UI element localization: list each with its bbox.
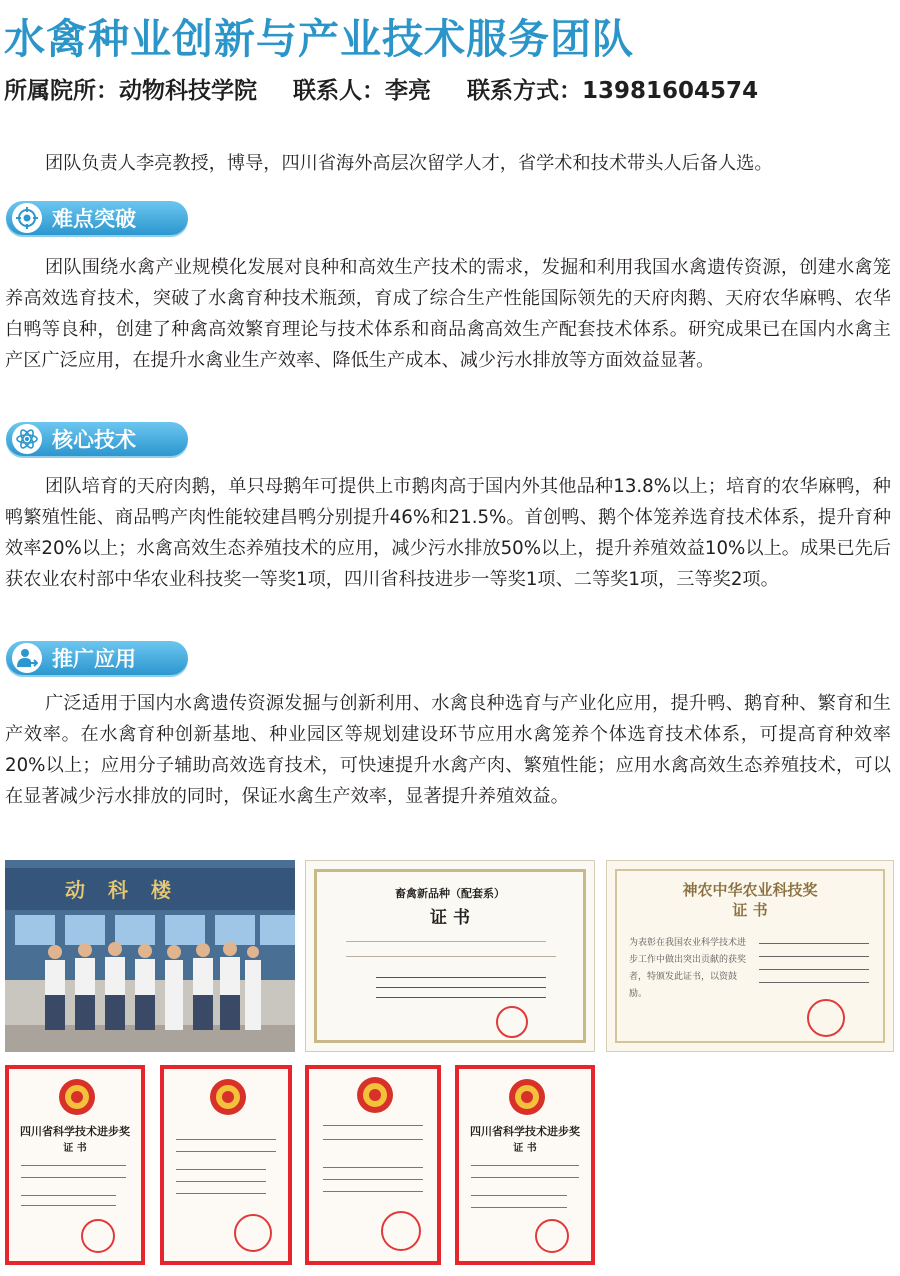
- red-seal-icon: [81, 1219, 115, 1253]
- national-emblem-icon: [355, 1075, 395, 1115]
- breed-certificate-image: [305, 860, 595, 1052]
- red-seal-icon: [535, 1219, 569, 1253]
- section-heading-label: 推广应用: [52, 647, 136, 671]
- building-sign: 动 科 楼: [65, 878, 179, 902]
- red-seal-icon: [234, 1214, 272, 1252]
- red-seal-icon: [381, 1211, 421, 1251]
- breed-certificate-title: 畜禽新品种（配套系）: [395, 887, 505, 900]
- breed-certificate-word: 证 书: [430, 908, 470, 928]
- national-emblem-icon: [57, 1077, 97, 1117]
- target-icon: [12, 203, 42, 233]
- sichuan-award-certificate-2: [160, 1065, 292, 1265]
- section-heading-application: [6, 641, 188, 675]
- red-seal-icon: [807, 999, 845, 1037]
- institute-text: 所属院所：动物科技学院: [4, 78, 257, 104]
- contact-person-text: 联系人：李亮: [293, 78, 432, 104]
- section-breakthrough-text: 团队围绕水禽产业规模化发展对良种和高效生产技术的需求，发掘和利用我国水禽遗传资源，创建水禽笼养高效选育技术，突破了水禽育种技术瓶颈，育成了综合生产性能国际领先的天府肉鹅、天府农华麻鸭、农华白鸭等良种，创建了种禽高效繁育理论与技术体系和商品禽高效生产配套技术体系。研究成果已在国内水禽主产区广泛应用，在提升水禽业生产效率、降低生产成本、减少污水排放等方面效益显著。: [5, 257, 891, 371]
- section-heading-label: 核心技术: [52, 428, 136, 452]
- page-title: 水禽种业创新与产业技术服务团队: [4, 15, 634, 63]
- certificate-word: 证 书: [63, 1143, 87, 1154]
- atom-icon: [12, 424, 42, 454]
- certificate-title: 四川省科学技术进步奖: [20, 1125, 130, 1138]
- sichuan-award-certificate-4: [455, 1065, 595, 1265]
- national-emblem-icon: [507, 1077, 547, 1117]
- section-core-tech-text: 团队培育的天府肉鹅，单只母鹅年可提供上市鹅肉高于国内外其他品种13.8%以上；培育的农华麻鸭，种鸭繁殖性能、商品鸭产肉性能较建昌鸭分别提升46%和21.5%。首创鸭、鹅个体笼养选育技术体系，提升育种效率20%以上；水禽高效生态养殖技术的应用，减少污水排放50%以上，提升养殖效益10%以上。成果已先后获农业农村部中华农业科技奖一等奖1项，四川省科技进步一等奖1项、二等奖1项，三等奖2项。: [5, 476, 892, 590]
- section-application-text: 广泛适用于国内水禽遗传资源发掘与创新利用、水禽良种选育与产业化应用，提升鸭、鹅育种、繁育和生产效率。在水禽育种创新基地、种业园区等规划建设环节应用水禽笼养个体选育技术体系，可提高育种效率20%以上；应用分子辅助高效选育技术，可快速提升水禽产肉、繁殖性能；应用水禽高效生态养殖技术，可以在显著减少污水排放的同时，保证水禽生产效率，显著提升养殖效益。: [5, 693, 891, 807]
- shennong-award-word: 证 书: [732, 901, 768, 919]
- shennong-award-body: 为表彰在我国农业科学技术进步工作中做出突出贡献的获奖者，特颁发此证书，以资鼓励。: [629, 938, 747, 999]
- team-photo: [5, 860, 295, 1052]
- intro-paragraph: 团队负责人李亮教授，博导，四川省海外高层次留学人才，省学术和技术带头人后备人选。: [45, 153, 773, 174]
- section-heading-core-tech: [6, 422, 188, 456]
- certificate-title: 四川省科学技术进步奖: [470, 1125, 580, 1138]
- user-share-icon: [12, 643, 42, 673]
- section-heading-breakthrough: [6, 201, 188, 235]
- contact-line: [4, 72, 786, 105]
- national-emblem-icon: [208, 1077, 248, 1117]
- red-seal-icon: [496, 1006, 528, 1038]
- shennong-award-title: 神农中华农业科技奖: [682, 881, 818, 899]
- sichuan-award-certificate-1: [5, 1065, 145, 1265]
- section-heading-label: 难点突破: [52, 207, 136, 231]
- sichuan-award-certificate-3: [305, 1065, 441, 1265]
- contact-info-text: 联系方式：13981604574: [467, 78, 759, 104]
- shennong-award-certificate-image: [606, 860, 894, 1052]
- certificate-word: 证 书: [513, 1143, 537, 1154]
